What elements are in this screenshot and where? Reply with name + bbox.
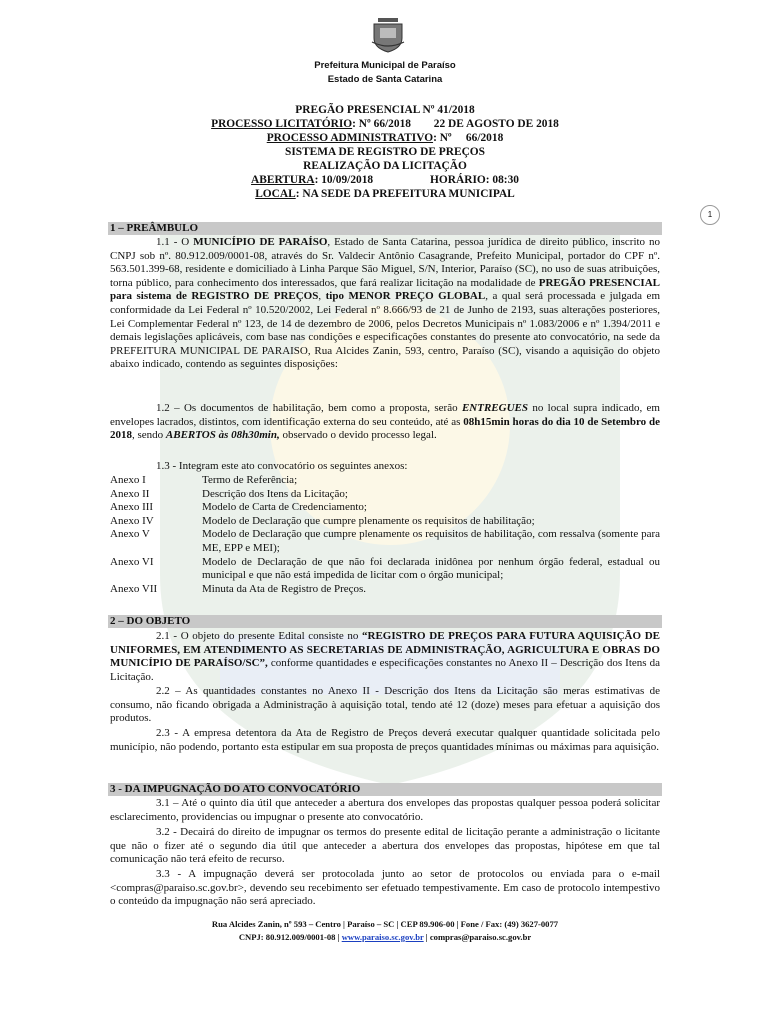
text-run: , a qual será processada e julgada em conformidade da Lei Federal nº 10.520/2002, Lei Federal nº 8.666/93 de 21 de Junho de 2193, suas alterações posteriores, Lei Complementar Federal nº 123, de 14 de dezembro de 2006, pelos Decretos Municipais nº 1.083/2006 e nº 1.394/2011 e demais legislações aplicáveis, com base nas condições e especificações constantes do presente ato convocatório, na sede da PREFEITURA MUNICIPAL DE PARAISO, Rua Alcides Zanin, 593, centro, Paraíso (SC), visando a aquisição do objeto abaixo indicado, contendo as seguintes disposições: (110, 290, 660, 371)
annex-key: Anexo VII (110, 582, 158, 595)
annex-desc: Modelo de Declaração que cumpre plenamente os requisitos de habilitação; (202, 514, 535, 527)
footer-contact (0, 932, 770, 942)
annex-desc: Minuta da Ata de Registro de Preços. (202, 582, 367, 595)
location-value: : NA SEDE DA PREFEITURA MUNICIPAL (295, 188, 515, 200)
annex-key: Anexo V (110, 528, 150, 541)
annex-item (110, 528, 660, 555)
opening-value: : 10/09/2018 HORÁRIO: 08:30 (314, 174, 519, 186)
text-run: 1.2 – Os documentos de habilitação, bem como a proposta, serão (156, 402, 462, 414)
footer-website-link[interactable]: www.paraiso.sc.gov.br (341, 932, 424, 942)
org-state: Estado de Santa Catarina (327, 74, 443, 85)
paragraph-3-1: 3.1 – Até o quinto dia útil que anteceder a abertura dos envelopes das propostas qualquer pessoa poderá solicitar esclarecimento, providencias ou impugnar o presente ato convocatório. (110, 797, 660, 823)
admin-process-label: PROCESSO ADMINISTRATIVO (266, 132, 434, 144)
text-run: , sendo (132, 429, 166, 442)
section-heading-preambulo: 1 – PREÂMBULO (108, 222, 662, 235)
process-value: : Nº 66/2018 22 DE AGOSTO DE 2018 (352, 118, 559, 130)
header-admin-process (0, 131, 770, 145)
text-run: observado o devido processo legal. (279, 429, 437, 442)
text-bold: PREGÃO PRESENCIAL para sistema de REGISTRO DE PREÇOS (110, 276, 660, 303)
text-bold: ABERTOS às 08h30min, (165, 429, 280, 442)
paragraph-1-1 (110, 236, 660, 372)
text-bold: MUNICÍPIO DE PARAÍSO (193, 236, 328, 248)
paragraph-3-3: 3.3 - A impugnação deverá ser protocolada junto ao setor de protocolos ou enviada para o e-mail <compras@paraiso.sc.gov.br>, devendo seu recebimento ser efetuado tempestivamente. Em caso de protocolo intempestivo o conteúdo da impugnação não será apreciado. (110, 868, 660, 908)
opening-label: ABERTURA (251, 174, 315, 186)
header-title: PREGÃO PRESENCIAL Nº 41/2018 (295, 104, 475, 116)
annex-item (110, 501, 660, 515)
annex-item (110, 474, 660, 488)
annex-item (110, 556, 660, 583)
header-system: SISTEMA DE REGISTRO DE PREÇOS (284, 146, 486, 158)
annex-desc: Descrição dos Itens da Licitação; (202, 487, 348, 500)
footer-cnpj: CNPJ: 80.912.009/0001-08 | (238, 932, 342, 942)
admin-process-value: : Nº 66/2018 (433, 132, 504, 144)
text-run: , Estado de Santa Catarina, pessoa jurídica de direito público, inscrito no CNPJ sob nº. 80.912.009/0001-08, através do Sr. Valdecir Antônio Casagrande, Prefeito Municipal, portador do CPF nº. 563.501.399-68, residente e domiciliado à Linha Parque São Miguel, S/N, Interior, Paraíso (SC), no uso de suas atribuições, torna público, para conhecimento dos interessados, que fará realizar licitação na modalidade de (110, 236, 660, 289)
footer-address: Rua Alcides Zanin, nº 593 – Centro | Paraíso – SC | CEP 89.906-00 | Fone / Fax: (49) 3627-0077 (211, 919, 559, 929)
paragraph-1-2 (110, 402, 660, 443)
annex-key: Anexo VI (110, 555, 154, 568)
text-bold: tipo MENOR PREÇO GLOBAL (325, 290, 486, 303)
header-opening (0, 173, 770, 187)
page-number-badge: 1 (700, 205, 720, 225)
process-label: PROCESSO LICITATÓRIO (211, 118, 353, 130)
footer-email: | compras@paraiso.sc.gov.br (423, 932, 532, 942)
annex-desc: Termo de Referência; (202, 474, 298, 486)
paragraph-1-3: 1.3 - Integram este ato convocatório os seguintes anexos: (156, 460, 408, 472)
annex-desc: Modelo de Declaração que cumpre plenamente os requisitos de habilitação, com ressalva (somente para ME, EPP e MEI); (202, 528, 660, 554)
text-run: 2.1 - O objeto do presente Edital consiste no (156, 630, 363, 642)
header-process (0, 117, 770, 131)
org-name: Prefeitura Municipal de Paraíso (314, 60, 456, 71)
annex-desc: Modelo de Declaração de que não foi declarada inidônea por nenhum órgão federal, estadual ou municipal e que não está impedida de licitar com o órgão municipal; (202, 555, 660, 582)
annex-item (110, 583, 660, 597)
paragraph-2-2: 2.2 – As quantidades constantes no Anexo II - Descrição dos Itens da Licitação são meras estimativas de consumo, não ficando obrigada a Administração à aquisição total, tendo até 12 (doze) meses para efetuar a aquisição dos produtos. (110, 685, 660, 725)
paragraph-2-3: 2.3 - A empresa detentora da Ata de Registro de Preços deverá executar qualquer quantidade solicitada pelo município, não podendo, portanto esta estipular em sua proposta de preços quantidades mínimas ou máximas para aquisição. (110, 727, 660, 753)
section-heading-objeto: 2 – DO OBJETO (108, 615, 662, 628)
coat-of-arms-icon (370, 14, 406, 54)
annex-desc: Modelo de Carta de Credenciamento; (202, 501, 367, 514)
text-run: , (318, 290, 326, 303)
annex-item (110, 515, 660, 529)
text-bold: 08h15min horas do dia 10 de Setembro de 2018 (110, 415, 660, 442)
text-run: conforme quantidades e especificações constantes no Anexo II – Descrição dos Itens da Licitação. (110, 657, 661, 683)
annex-key: Anexo III (110, 501, 154, 514)
header-location (0, 187, 770, 201)
section-heading-impugnacao: 3 - DA IMPUGNAÇÃO DO ATO CONVOCATÓRIO (108, 783, 662, 796)
text-bold: ENTREGUES (461, 402, 528, 414)
paragraph-3-2: 3.2 - Decairá do direito de impugnar os termos do presente edital de licitação perante a administração o licitante que não o fizer até o segundo dia útil que anteceder a abertura dos envelopes das propostas, hipótese em que tal comunicação não terá efeito de recurso. (110, 826, 660, 866)
header-realization: REALIZAÇÃO DA LICITAÇÃO (303, 160, 467, 172)
annex-key: Anexo I (110, 474, 146, 486)
annex-key: Anexo II (110, 487, 150, 500)
annex-item (110, 488, 660, 502)
text-run: 1.1 - O (156, 236, 194, 248)
paragraph-2-1 (110, 630, 660, 684)
text-run: no local supra indicado, em envelopes lacrados, distintos, com identificação externa do seu conteúdo, até as (110, 402, 660, 428)
text-bold: “REGISTRO DE PREÇOS PARA FUTURA AQUISIÇÃO DE UNIFORMES, EM ATENDIMENTO AS SECRETARIAS DE ADMINISTRAÇÃO, AGRICULTURA E OBRAS DO MUNICÍPIO DE PARAÍSO/SC”, (110, 630, 660, 670)
location-label: LOCAL (255, 188, 296, 200)
annex-key: Anexo IV (110, 514, 154, 527)
annex-list (110, 474, 660, 596)
